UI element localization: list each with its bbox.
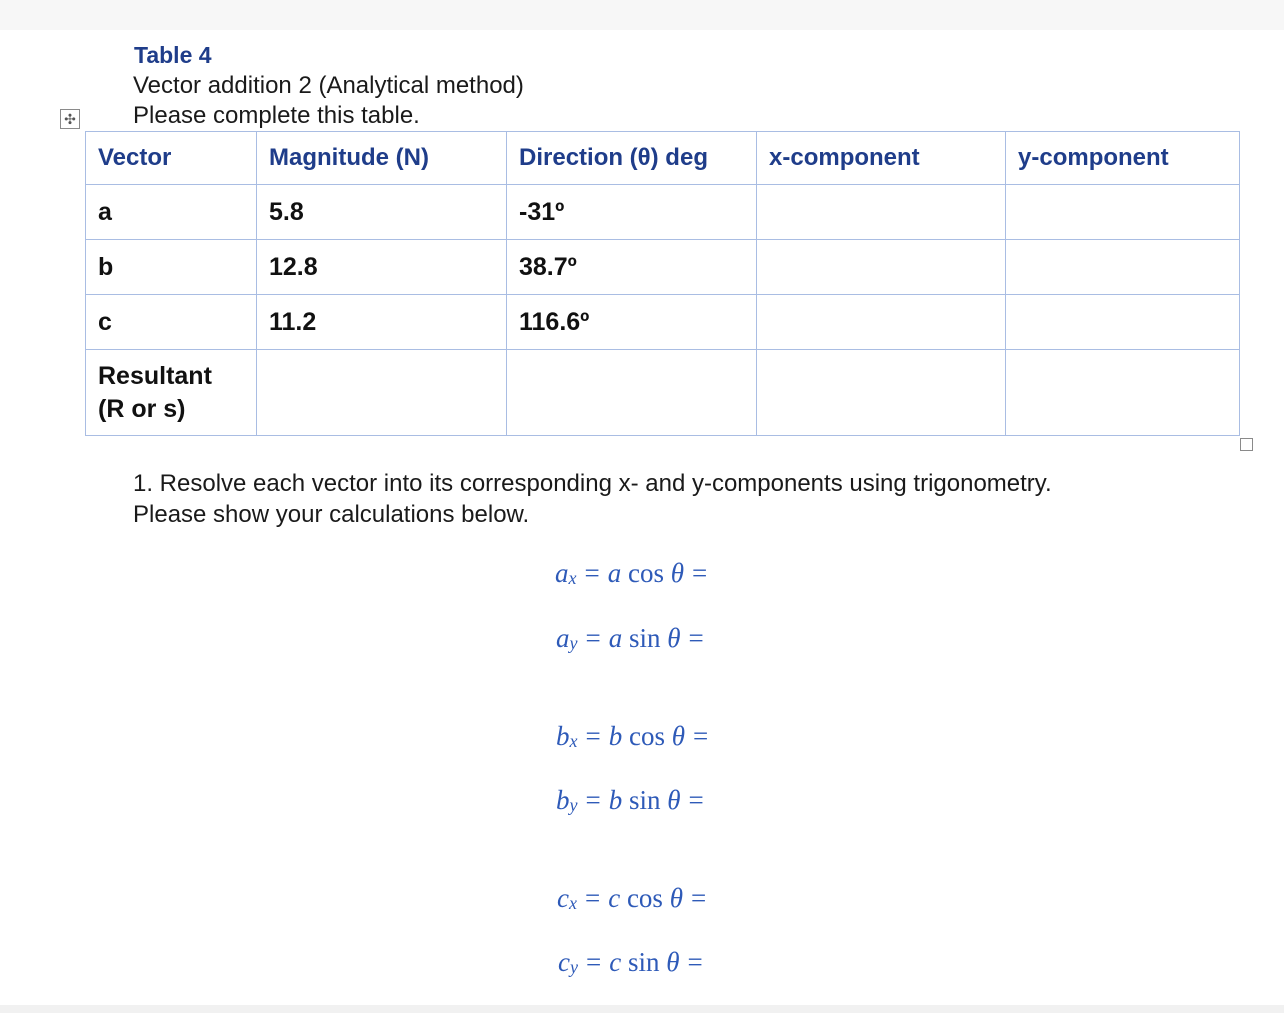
equals-sign: = bbox=[692, 558, 708, 588]
cell-y-component[interactable] bbox=[1006, 185, 1240, 240]
cell-magnitude[interactable]: 5.8 bbox=[257, 185, 507, 240]
equals-sign: = bbox=[584, 558, 600, 588]
equation-coefficient: b bbox=[608, 785, 623, 815]
equation-variable: a bbox=[555, 558, 569, 588]
equals-sign: = bbox=[688, 785, 704, 815]
equation-subscript: y bbox=[569, 795, 578, 815]
equation-subscript: y bbox=[569, 633, 578, 653]
equation-coefficient: c bbox=[609, 947, 622, 977]
equals-sign: = bbox=[585, 947, 602, 977]
equation-subscript: x bbox=[568, 568, 577, 588]
cell-y-component[interactable] bbox=[1006, 350, 1240, 436]
table-caption-title: Table 4 bbox=[134, 42, 212, 68]
table-resize-handle[interactable] bbox=[1240, 438, 1253, 451]
theta-symbol: θ bbox=[671, 721, 685, 751]
resultant-label-line1: Resultant bbox=[98, 361, 212, 390]
equation-function: sin bbox=[628, 623, 661, 653]
header-y-component[interactable]: y-component bbox=[1006, 132, 1240, 185]
header-magnitude[interactable]: Magnitude (N) bbox=[257, 132, 507, 185]
equals-sign: = bbox=[585, 785, 601, 815]
bottom-strip bbox=[0, 1005, 1284, 1013]
table-move-handle[interactable] bbox=[60, 109, 80, 129]
table-row-a bbox=[86, 185, 1240, 240]
equation-variable: b bbox=[556, 721, 570, 751]
cell-magnitude[interactable] bbox=[257, 350, 507, 436]
table-row-resultant bbox=[86, 350, 1240, 436]
equation-variable: c bbox=[557, 883, 569, 913]
equals-sign: = bbox=[688, 623, 704, 653]
header-vector[interactable]: Vector bbox=[86, 132, 257, 185]
equation-a-x[interactable] bbox=[555, 558, 715, 589]
table-caption-instruction: Please complete this table. bbox=[133, 102, 420, 129]
equation-coefficient: a bbox=[607, 558, 622, 588]
cell-direction[interactable]: 38.7º bbox=[507, 240, 757, 295]
equation-coefficient: c bbox=[608, 883, 621, 913]
equals-sign: = bbox=[693, 721, 709, 751]
equals-sign: = bbox=[687, 947, 703, 977]
cell-x-component[interactable] bbox=[757, 350, 1006, 436]
equals-sign: = bbox=[690, 883, 707, 913]
equation-b-x[interactable] bbox=[556, 721, 716, 752]
table-header-row bbox=[86, 132, 1240, 185]
cell-magnitude[interactable]: 12.8 bbox=[257, 240, 507, 295]
cell-magnitude[interactable]: 11.2 bbox=[257, 295, 507, 350]
table-caption-subtitle: Vector addition 2 (Analytical method) bbox=[133, 72, 524, 99]
cell-direction[interactable]: -31º bbox=[507, 185, 757, 240]
header-direction[interactable]: Direction (θ) deg bbox=[507, 132, 757, 185]
theta-symbol: θ bbox=[667, 785, 681, 815]
equation-variable: b bbox=[556, 785, 570, 815]
equation-subscript: x bbox=[569, 731, 578, 751]
theta-symbol: θ bbox=[669, 883, 683, 913]
equation-coefficient: b bbox=[608, 721, 623, 751]
equation-subscript: x bbox=[568, 893, 577, 913]
equals-sign: = bbox=[585, 623, 601, 653]
equation-function: sin bbox=[627, 947, 660, 977]
theta-symbol: θ bbox=[667, 623, 681, 653]
cell-direction[interactable]: 116.6º bbox=[507, 295, 757, 350]
cell-y-component[interactable] bbox=[1006, 295, 1240, 350]
cell-vector[interactable]: b bbox=[86, 240, 257, 295]
cell-vector[interactable]: a bbox=[86, 185, 257, 240]
resultant-label-line2: (R or s) bbox=[98, 394, 186, 423]
equation-a-y[interactable] bbox=[556, 623, 712, 654]
move-cross-icon: ✣ bbox=[64, 111, 76, 127]
equation-variable: a bbox=[556, 623, 570, 653]
document-page bbox=[0, 30, 1284, 1005]
equation-c-x[interactable] bbox=[557, 883, 714, 914]
cell-resultant-label[interactable] bbox=[86, 350, 257, 436]
cell-x-component[interactable] bbox=[757, 240, 1006, 295]
cell-x-component[interactable] bbox=[757, 185, 1006, 240]
equation-coefficient: a bbox=[608, 623, 623, 653]
equation-variable: c bbox=[558, 947, 570, 977]
theta-symbol: θ bbox=[666, 947, 680, 977]
equation-function: sin bbox=[628, 785, 661, 815]
theta-symbol: θ bbox=[670, 558, 684, 588]
equation-subscript: y bbox=[569, 957, 578, 977]
table-row-c bbox=[86, 295, 1240, 350]
instruction-line-2: Please show your calculations below. bbox=[133, 501, 530, 528]
table-row-b bbox=[86, 240, 1240, 295]
cell-y-component[interactable] bbox=[1006, 240, 1240, 295]
cell-vector[interactable]: c bbox=[86, 295, 257, 350]
equals-sign: = bbox=[585, 721, 601, 751]
cell-x-component[interactable] bbox=[757, 295, 1006, 350]
equation-c-y[interactable] bbox=[558, 947, 711, 978]
equation-function: cos bbox=[626, 883, 663, 913]
vector-table bbox=[85, 131, 1240, 436]
equals-sign: = bbox=[584, 883, 601, 913]
instruction-line-1: 1. Resolve each vector into its corresponding x- and y-components using trigonometry. bbox=[133, 470, 1052, 497]
equation-function: cos bbox=[628, 721, 665, 751]
equation-b-y[interactable] bbox=[556, 785, 712, 816]
header-x-component[interactable]: x-component bbox=[757, 132, 1006, 185]
equation-function: cos bbox=[627, 558, 664, 588]
instruction-paragraph bbox=[133, 468, 1233, 530]
cell-direction[interactable] bbox=[507, 350, 757, 436]
